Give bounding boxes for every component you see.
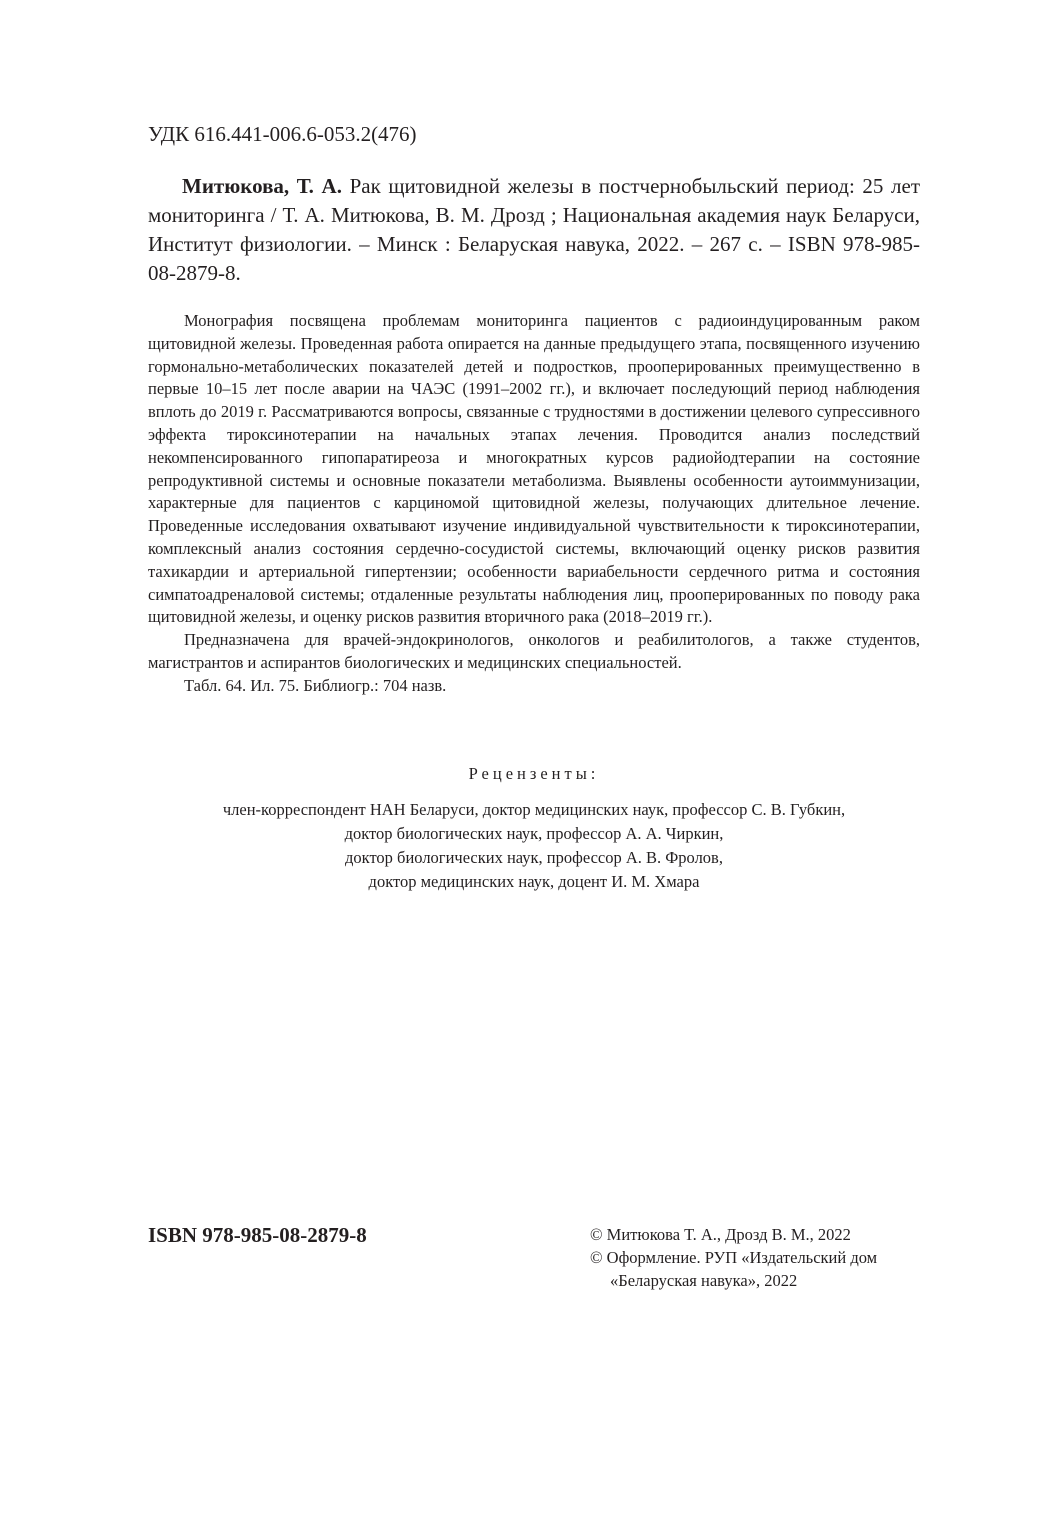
reviewer-item: доктор медицинских наук, доцент И. М. Хмара	[368, 872, 700, 891]
tables-illustrations-line: Табл. 64. Ил. 75. Библиогр.: 704 назв.	[184, 675, 447, 695]
copyright-line: «Беларуская навука», 2022	[610, 1271, 798, 1290]
copyright-line: © Митюкова Т. А., Дрозд В. М., 2022	[590, 1225, 851, 1244]
reviewers-list	[148, 798, 920, 894]
reviewer-item: доктор биологических наук, профессор А. В. Фролов,	[345, 848, 723, 867]
copyright-block	[590, 1223, 930, 1292]
abstract-paragraph: Монография посвящена проблемам мониторинга пациентов с радиоиндуцированным раком щитовидной железы. Проведенная работа опирается на данные предыдущего этапа, посвященного изучению гормонально-метаболических показателей детей и подростков, прооперированных преимущественно в первые 10–15 лет после аварии на ЧАЭС (1991–2002 гг.), и включает последующий период наблюдения вплоть до 2019 г. Рассматриваются вопросы, связанные с трудностями в достижении целевого супрессивного эффекта тироксинотерапии на начальных этапах лечения. Проводится анализ последствий некомпенсированного гипопаратиреоза и многократных курсов радиойодтерапии на состояние репродуктивной системы и основные показатели метаболизма. Выявлены особенности аутоиммунизации, характерные для пациентов с карциномой щитовидной железы, получающих длительное лечение. Проведенные исследования охватывают изучение индивидуальной чувствительности к тироксинотерапии, комплексный анализ состояния сердечно-сосудистой системы, включающий оценку рисков развития тахикардии и артериальной гипертензии; особенности вариабельности сердечного ритма и состояния симпатоадреналовой системы; отдаленные результаты наблюдения лиц, прооперированных по поводу рака щитовидной железы, и оценку рисков развития вторичного рака (2018–2019 гг.).	[148, 311, 920, 627]
udc-code: УДК 616.441-006.6-053.2(476)	[148, 122, 417, 146]
isbn: ISBN 978-985-08-2879-8	[148, 1223, 367, 1247]
reviewer-item: член-корреспондент НАН Беларуси, доктор медицинских наук, профессор С. В. Губкин,	[222, 800, 846, 819]
bibliographic-citation	[148, 172, 920, 288]
reviewer-item: доктор биологических наук, профессор А. А. Чиркин,	[344, 824, 724, 843]
audience-paragraph: Предназначена для врачей-эндокринологов, онкологов и реабилитологов, а также студентов, магистрантов и аспирантов биологических и медицинских специальностей.	[148, 630, 920, 672]
citation-text: Рак щитовидной железы в постчернобыльский период: 25 лет мониторинга / Т. А. Митюкова, В. М. Дрозд ; Национальная академия наук Беларуси, Институт физиологии. – Минск : Беларуская навука, 2022. – 267 с. – ISBN 978-985-08-2879-8.	[148, 174, 920, 285]
reviewers-heading: Рецензенты:	[468, 764, 600, 783]
citation-author: Митюкова, Т. А.	[182, 174, 342, 198]
abstract	[148, 310, 920, 698]
copyright-line: © Оформление. РУП «Издательский дом	[590, 1248, 878, 1267]
